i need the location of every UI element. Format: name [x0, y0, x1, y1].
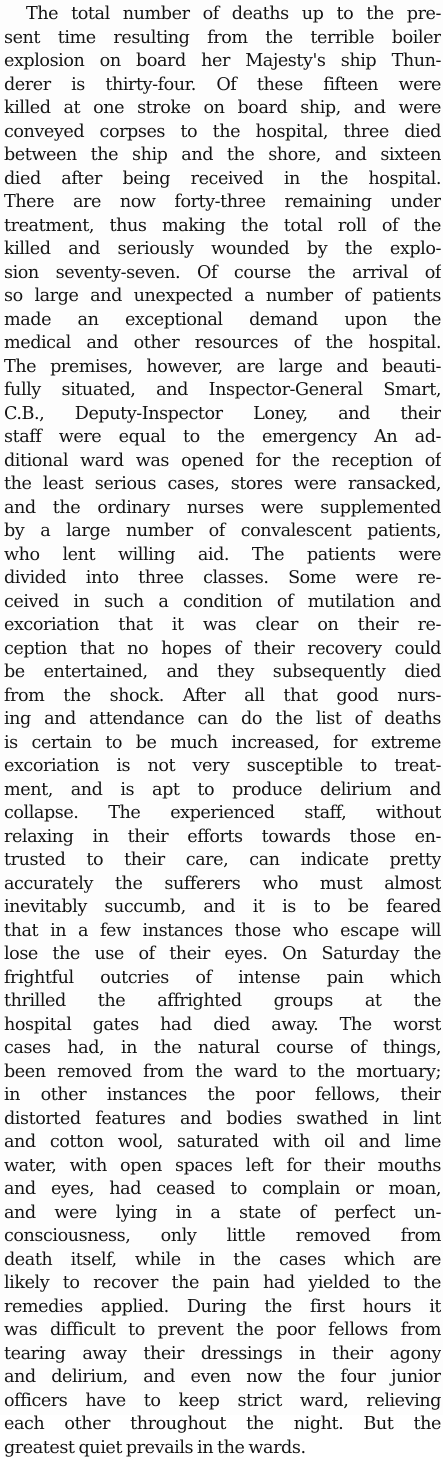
article-line: relaxing in their efforts towards those en- — [4, 826, 441, 850]
article-line: is certain to be much increased, for extreme — [4, 732, 441, 756]
article-line: by a large number of convalescent patients, — [4, 520, 441, 544]
article-line: staff were equal to the emergency An ad- — [4, 426, 441, 450]
article-line: ing and attendance can do the list of deaths — [4, 708, 441, 732]
article-line: trusted to their care, can indicate pretty — [4, 849, 441, 873]
article-line: distorted features and bodies swathed in lint — [4, 1108, 441, 1132]
article-line: each other throughout the night. But the — [4, 1413, 441, 1437]
article-line: frightful outcries of intense pain which — [4, 967, 441, 991]
article-line: collapse. The experienced staff, without — [4, 802, 441, 826]
article-line: ception that no hopes of their recovery could — [4, 638, 441, 662]
article-line: killed at one stroke on board ship, and were — [4, 97, 441, 121]
article-line: tearing away their dressings in their agony — [4, 1343, 441, 1367]
article-line: excoriation that it was clear on their re- — [4, 614, 441, 638]
article-line: and were lying in a state of perfect un- — [4, 1202, 441, 1226]
article-line: between the ship and the shore, and sixteen — [4, 144, 441, 168]
article-line: consciousness, only little removed from — [4, 1225, 441, 1249]
article-line: C.B., Deputy-Inspector Loney, and their — [4, 403, 441, 427]
article-line: likely to recover the pain had yielded to the — [4, 1272, 441, 1296]
article-line: in other instances the poor fellows, their — [4, 1084, 441, 1108]
article-line: fully situated, and Inspector-General Smart, — [4, 379, 441, 403]
article-line: and the ordinary nurses were supplemented — [4, 497, 441, 521]
article-line: accurately the sufferers who must almost — [4, 873, 441, 897]
article-line: medical and other resources of the hospital. — [4, 332, 441, 356]
article-line: sion seventy-seven. Of course the arrival of — [4, 262, 441, 286]
article-line: ditional ward was opened for the reception of — [4, 450, 441, 474]
article-line: be entertained, and they subsequently died — [4, 661, 441, 685]
article-line: derer is thirty-four. Of these fifteen were — [4, 74, 441, 98]
article-line: excoriation is not very susceptible to treat- — [4, 755, 441, 779]
article-line: lose the use of their eyes. On Saturday the — [4, 943, 441, 967]
article-line: cases had, in the natural course of things, — [4, 1037, 441, 1061]
article-line: officers have to keep strict ward, relieving — [4, 1390, 441, 1414]
article-line: death itself, while in the cases which are — [4, 1249, 441, 1273]
article-line: killed and seriously wounded by the explo- — [4, 238, 441, 262]
article-line: ment, and is apt to produce delirium and — [4, 779, 441, 803]
article-line: and cotton wool, saturated with oil and lime — [4, 1131, 441, 1155]
article-line: inevitably succumb, and it is to be feared — [4, 896, 441, 920]
article-line: made an exceptional demand upon the — [4, 309, 441, 333]
article-line: was difficult to prevent the poor fellows from — [4, 1319, 441, 1343]
article-line: ceived in such a condition of mutilation and — [4, 591, 441, 615]
article-line: water, with open spaces left for their mouths — [4, 1155, 441, 1179]
article-line: hospital gates had died away. The worst — [4, 1014, 441, 1038]
article-line: remedies applied. During the first hours it — [4, 1296, 441, 1320]
article-line: that in a few instances those who escape will — [4, 920, 441, 944]
article-line: conveyed corpses to the hospital, three died — [4, 121, 441, 145]
article-line: who lent willing aid. The patients were — [4, 544, 441, 568]
article-line: thrilled the affrighted groups at the — [4, 990, 441, 1014]
article-line: divided into three classes. Some were re- — [4, 567, 441, 591]
article-line: and eyes, had ceased to complain or moan, — [4, 1178, 441, 1202]
article-line: There are now forty-three remaining under — [4, 191, 441, 215]
article-line: treatment, thus making the total roll of the — [4, 215, 441, 239]
article-line: sent time resulting from the terrible boiler — [4, 27, 441, 51]
article-line: and delirium, and even now the four junior — [4, 1366, 441, 1390]
article-line: from the shock. After all that good nurs- — [4, 685, 441, 709]
article-line: the least serious cases, stores were ransacked, — [4, 473, 441, 497]
article-line: been removed from the ward to the mortuary; — [4, 1061, 441, 1085]
article-line: The premises, however, are large and beauti- — [4, 356, 441, 380]
article-line: so large and unexpected a number of patients — [4, 285, 441, 309]
article-line: explosion on board her Majesty's ship Thun- — [4, 50, 441, 74]
article-line: The total number of deaths up to the pre- — [4, 3, 441, 27]
article-line: greatest quiet prevails in the wards. — [4, 1437, 441, 1460]
article-line: died after being received in the hospital. — [4, 168, 441, 192]
